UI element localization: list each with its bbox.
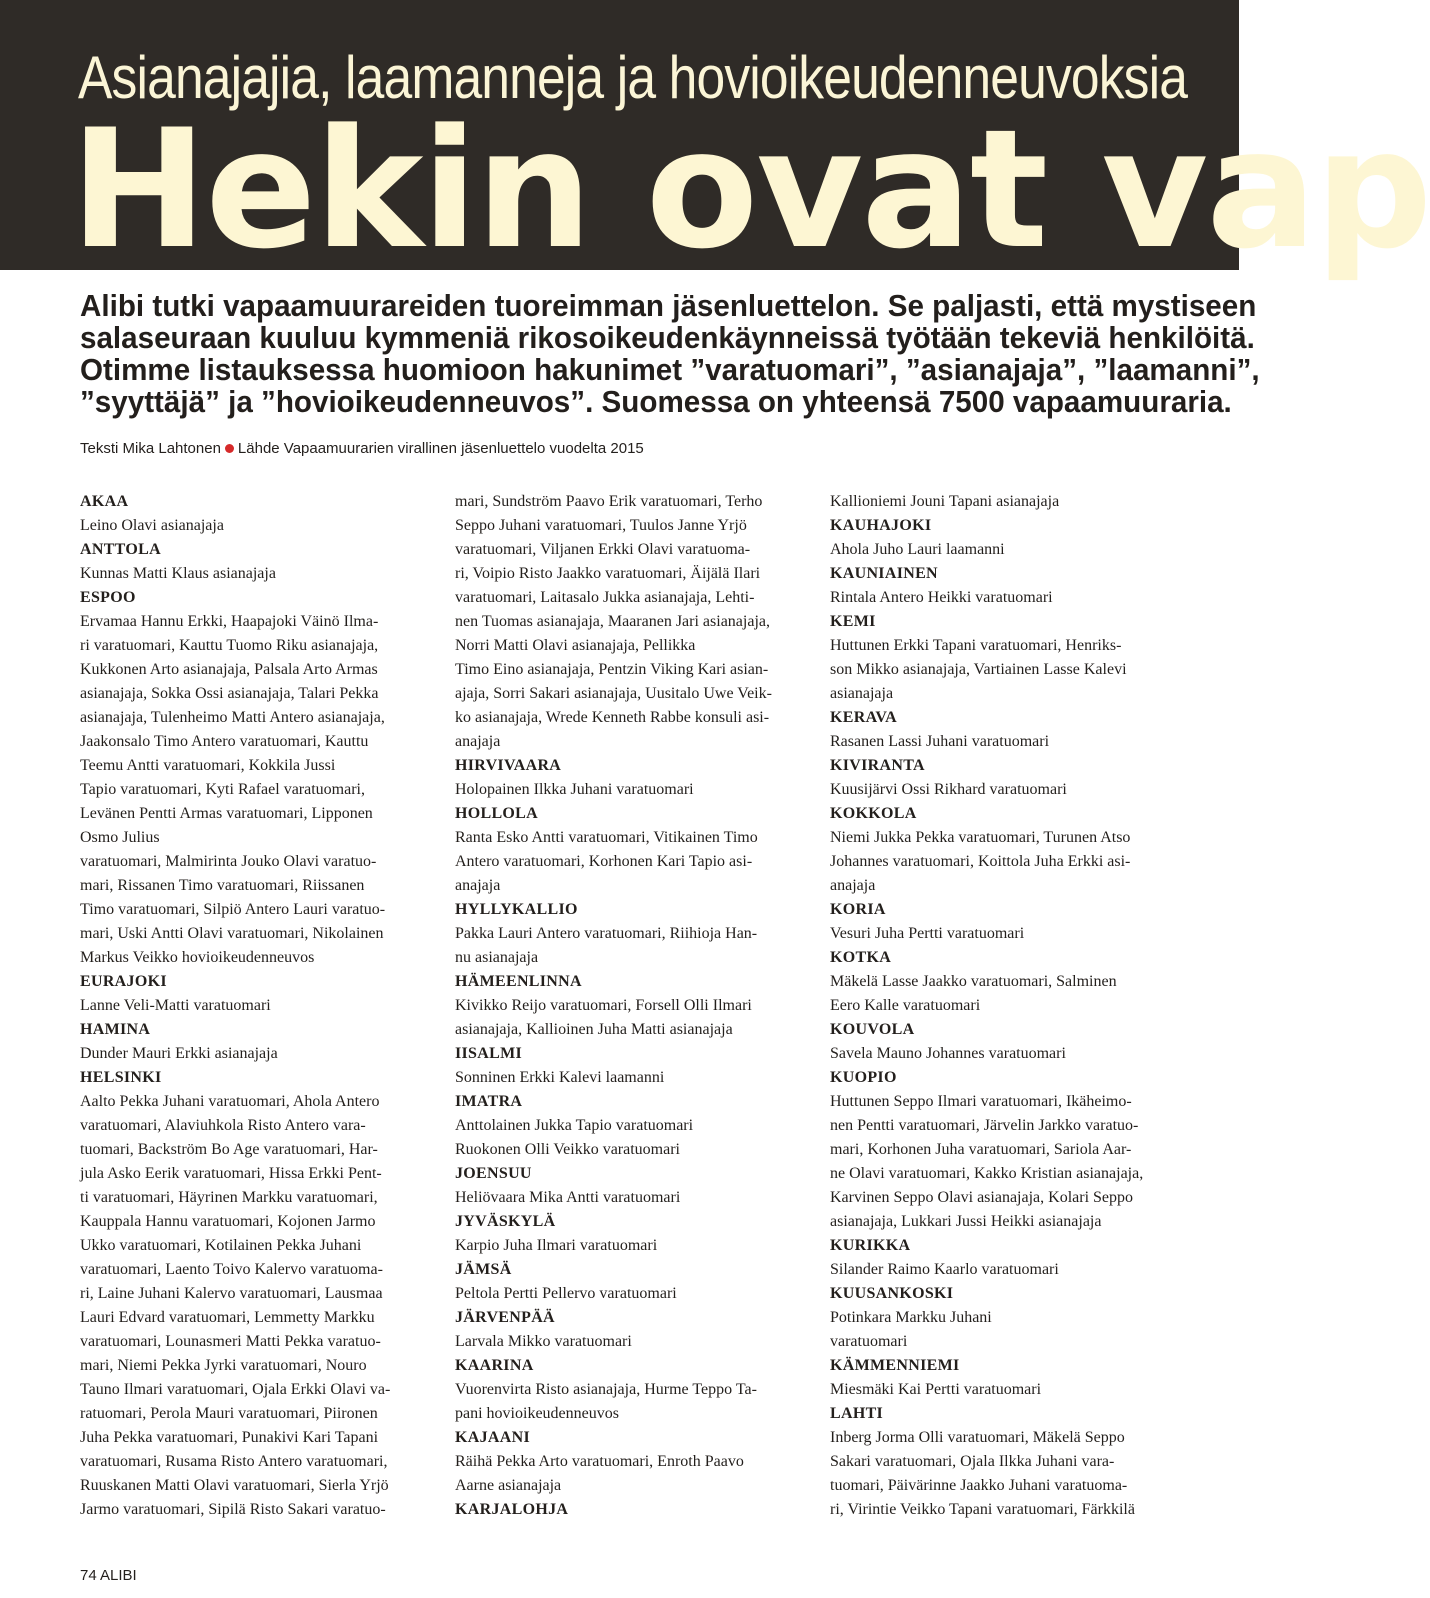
member-line: Peltola Pertti Pellervo varatuomari bbox=[455, 1285, 677, 1302]
member-line: Lauri Edvard varatuomari, Lemmetty Markku bbox=[80, 1309, 375, 1326]
member-line: Tapio varatuomari, Kyti Rafael varatuomari, bbox=[80, 781, 365, 798]
member-line: Kauppala Hannu varatuomari, Kojonen Jarmo bbox=[80, 1213, 376, 1230]
member-line: ratuomari, Perola Mauri varatuomari, Piironen bbox=[80, 1405, 378, 1422]
member-line: varatuomari, Rusama Risto Antero varatuomari, bbox=[80, 1453, 388, 1470]
member-line: Heliövaara Mika Antti varatuomari bbox=[455, 1189, 681, 1206]
city-heading: KÄMMENNIEMI bbox=[830, 1357, 960, 1374]
member-line: Dunder Mauri Erkki asianajaja bbox=[80, 1045, 278, 1062]
member-line: Ranta Esko Antti varatuomari, Vitikainen Timo bbox=[455, 829, 758, 846]
member-line: Leino Olavi asianajaja bbox=[80, 517, 224, 534]
member-line: Karpio Juha Ilmari varatuomari bbox=[455, 1237, 658, 1254]
member-line: varatuomari, Laitasalo Jukka asianajaja, Lehti- bbox=[455, 589, 755, 606]
member-line: varatuomari, Alaviuhkola Risto Antero vara- bbox=[80, 1117, 366, 1134]
city-heading: JOENSUU bbox=[455, 1165, 532, 1182]
member-line: ne Olavi varatuomari, Kakko Kristian asianajaja, bbox=[830, 1165, 1144, 1182]
member-line: asianajaja, Kallioinen Juha Matti asianajaja bbox=[455, 1021, 733, 1038]
city-heading: IMATRA bbox=[455, 1093, 523, 1110]
member-line: Pakka Lauri Antero varatuomari, Riihioja Han- bbox=[455, 925, 758, 942]
member-line: Rasanen Lassi Juhani varatuomari bbox=[830, 733, 1050, 750]
member-line: Sonninen Erkki Kalevi laamanni bbox=[455, 1069, 665, 1086]
member-line: Osmo Julius bbox=[80, 829, 160, 846]
member-line: Eero Kalle varatuomari bbox=[830, 997, 981, 1014]
member-line: Ukko varatuomari, Kotilainen Pekka Juhani bbox=[80, 1237, 362, 1254]
member-line: ri, Laine Juhani Kalervo varatuomari, Lausmaa bbox=[80, 1285, 383, 1302]
member-line: varatuomari, Malmirinta Jouko Olavi varatuo- bbox=[80, 853, 377, 870]
member-line: varatuomari bbox=[830, 1333, 908, 1350]
member-line: mari, Korhonen Juha varatuomari, Sariola Aar- bbox=[830, 1141, 1132, 1158]
page-folio: 74 ALIBI bbox=[80, 1567, 137, 1584]
city-heading: HAMINA bbox=[80, 1021, 151, 1038]
city-heading: JYVÄSKYLÄ bbox=[455, 1213, 556, 1230]
member-line: tuomari, Päivärinne Jaakko Juhani varatuoma- bbox=[830, 1477, 1128, 1494]
byline-source: Lähde Vapaamuurarien virallinen jäsenluettelo vuodelta 2015 bbox=[237, 440, 644, 457]
member-line: varatuomari, Viljanen Erkki Olavi varatuoma- bbox=[455, 541, 751, 558]
member-line: Ruokonen Olli Veikko varatuomari bbox=[455, 1141, 680, 1158]
member-line: Anttolainen Jukka Tapio varatuomari bbox=[455, 1117, 694, 1134]
city-heading: EURAJOKI bbox=[80, 973, 167, 990]
member-line: Sakari varatuomari, Ojala Ilkka Juhani vara- bbox=[830, 1453, 1115, 1470]
member-line: jula Asko Eerik varatuomari, Hissa Erkki Pent- bbox=[80, 1165, 382, 1182]
city-heading: HYLLYKALLIO bbox=[455, 901, 578, 918]
member-line: Ruuskanen Matti Olavi varatuomari, Sierla Yrjö bbox=[80, 1477, 389, 1494]
member-line: asianajaja, Lukkari Jussi Heikki asianajaja bbox=[830, 1213, 1102, 1230]
member-line: Tauno Ilmari varatuomari, Ojala Erkki Olavi va- bbox=[80, 1381, 391, 1398]
member-line: mari, Sundström Paavo Erik varatuomari, Terho bbox=[455, 493, 763, 510]
member-line: Vuorenvirta Risto asianajaja, Hurme Teppo Ta- bbox=[455, 1381, 757, 1398]
member-line: son Mikko asianajaja, Vartiainen Lasse Kalevi bbox=[830, 661, 1127, 678]
member-line: Mäkelä Lasse Jaakko varatuomari, Salminen bbox=[830, 973, 1117, 990]
lead-paragraph bbox=[80, 288, 1260, 419]
member-line: mari, Niemi Pekka Jyrki varatuomari, Nouro bbox=[80, 1357, 367, 1374]
member-line: Rintala Antero Heikki varatuomari bbox=[830, 589, 1053, 606]
column-2 bbox=[455, 490, 802, 1522]
member-line: Aarne asianajaja bbox=[455, 1477, 562, 1494]
member-line: Levänen Pentti Armas varatuomari, Lipponen bbox=[80, 805, 373, 822]
member-line: Jarmo varatuomari, Sipilä Risto Sakari varatuo- bbox=[80, 1501, 386, 1518]
member-line: Kivikko Reijo varatuomari, Forsell Olli Ilmari bbox=[455, 997, 752, 1014]
member-line: ti varatuomari, Häyrinen Markku varatuomari, bbox=[80, 1189, 378, 1206]
member-line: varatuomari, Laento Toivo Kalervo varatuoma- bbox=[80, 1261, 383, 1278]
byline-author: Teksti Mika Lahtonen bbox=[80, 440, 221, 457]
city-heading: KURIKKA bbox=[830, 1237, 911, 1254]
lead-line: ”syyttäjä” ja ”hovioikeudenneuvos”. Suomessa on yhteensä 7500 vapaamuuraria. bbox=[80, 384, 1232, 419]
headline: Hekin ovat vap bbox=[70, 94, 1430, 285]
city-heading: LAHTI bbox=[830, 1405, 884, 1422]
member-line: Juha Pekka varatuomari, Punakivi Kari Tapani bbox=[80, 1429, 379, 1446]
member-line: asianajaja, Tulenheimo Matti Antero asianajaja, bbox=[80, 709, 385, 726]
member-line: nen Pentti varatuomari, Järvelin Jarkko varatuo- bbox=[830, 1117, 1139, 1134]
member-line: nu asianajaja bbox=[455, 949, 539, 966]
member-line: asianajaja bbox=[830, 685, 894, 702]
member-line: Ahola Juho Lauri laamanni bbox=[830, 541, 1005, 558]
member-line: Antero varatuomari, Korhonen Kari Tapio asi- bbox=[455, 853, 753, 870]
city-heading: HÄMEENLINNA bbox=[455, 973, 582, 990]
member-line: Potinkara Markku Juhani bbox=[830, 1309, 992, 1326]
city-heading: HIRVIVAARA bbox=[455, 757, 562, 774]
member-line: Huttunen Erkki Tapani varatuomari, Henriks- bbox=[830, 637, 1122, 654]
member-line: nen Tuomas asianajaja, Maaranen Jari asianajaja, bbox=[455, 613, 770, 630]
member-line: Norri Matti Olavi asianajaja, Pellikka bbox=[455, 637, 696, 654]
member-line: Kuusijärvi Ossi Rikhard varatuomari bbox=[830, 781, 1067, 798]
city-heading: HELSINKI bbox=[80, 1069, 162, 1086]
member-line: anajaja bbox=[455, 877, 501, 894]
member-line: Räihä Pekka Arto varatuomari, Enroth Paavo bbox=[455, 1453, 744, 1470]
member-line: Kunnas Matti Klaus asianajaja bbox=[80, 565, 276, 582]
member-line: Holopainen Ilkka Juhani varatuomari bbox=[455, 781, 694, 798]
member-line: Niemi Jukka Pekka varatuomari, Turunen Atso bbox=[830, 829, 1131, 846]
member-line: Timo Eino asianajaja, Pentzin Viking Kari asian- bbox=[455, 661, 769, 678]
member-line: ko asianajaja, Wrede Kenneth Rabbe konsuli asi- bbox=[455, 709, 770, 726]
bullet-dot-icon bbox=[225, 444, 234, 453]
column-3 bbox=[830, 490, 1177, 1522]
member-line: Inberg Jorma Olli varatuomari, Mäkelä Seppo bbox=[830, 1429, 1125, 1446]
member-line: Silander Raimo Kaarlo varatuomari bbox=[830, 1261, 1059, 1278]
member-line: Larvala Mikko varatuomari bbox=[455, 1333, 632, 1350]
city-heading: KEMI bbox=[830, 613, 876, 630]
member-line: anajaja bbox=[830, 877, 876, 894]
member-line: Karvinen Seppo Olavi asianajaja, Kolari Seppo bbox=[830, 1189, 1134, 1206]
city-heading: KAJAANI bbox=[455, 1429, 530, 1446]
city-heading: KIVIRANTA bbox=[830, 757, 925, 774]
city-heading: JÄRVENPÄÄ bbox=[455, 1309, 555, 1326]
city-heading: KOTKA bbox=[830, 949, 892, 966]
city-heading: KUUSANKOSKI bbox=[830, 1285, 954, 1302]
lead-line: Otimme listauksessa huomioon hakunimet ”varatuomari”, ”asianajaja”, ”laamanni”, bbox=[80, 352, 1260, 387]
city-heading: KAUNIAINEN bbox=[830, 565, 938, 582]
city-heading: KUOPIO bbox=[830, 1069, 897, 1086]
member-line: pani hovioikeudenneuvos bbox=[455, 1405, 619, 1422]
member-line: mari, Rissanen Timo varatuomari, Riissanen bbox=[80, 877, 365, 894]
city-heading: KAUHAJOKI bbox=[830, 517, 932, 534]
member-line: ajaja, Sorri Sakari asianajaja, Uusitalo Uwe Veik- bbox=[455, 685, 772, 702]
member-line: Ervamaa Hannu Erkki, Haapajoki Väinö Ilma- bbox=[80, 613, 379, 630]
member-line: Huttunen Seppo Ilmari varatuomari, Ikäheimo- bbox=[830, 1093, 1132, 1110]
member-line: ri varatuomari, Kauttu Tuomo Riku asianajaja, bbox=[80, 637, 379, 654]
city-heading: ESPOO bbox=[80, 589, 136, 606]
city-heading: AKAA bbox=[80, 493, 129, 510]
member-line: Markus Veikko hovioikeudenneuvos bbox=[80, 949, 315, 966]
member-line: Lanne Veli-Matti varatuomari bbox=[80, 997, 271, 1014]
city-heading: KORIA bbox=[830, 901, 886, 918]
member-line: Kukkonen Arto asianajaja, Palsala Arto Armas bbox=[80, 661, 378, 678]
member-line: Savela Mauno Johannes varatuomari bbox=[830, 1045, 1066, 1062]
city-heading: JÄMSÄ bbox=[455, 1261, 512, 1278]
header-band bbox=[0, 0, 1430, 285]
city-heading: KOUVOLA bbox=[830, 1021, 915, 1038]
member-line: Vesuri Juha Pertti varatuomari bbox=[830, 925, 1025, 942]
city-heading: HOLLOLA bbox=[455, 805, 539, 822]
member-line: Miesmäki Kai Pertti varatuomari bbox=[830, 1381, 1042, 1398]
member-line: Johannes varatuomari, Koittola Juha Erkki asi- bbox=[830, 853, 1131, 870]
member-line: varatuomari, Lounasmeri Matti Pekka varatuo- bbox=[80, 1333, 381, 1350]
member-line: tuomari, Backström Bo Age varatuomari, Har- bbox=[80, 1141, 378, 1158]
city-heading: KERAVA bbox=[830, 709, 898, 726]
member-line: ri, Virintie Veikko Tapani varatuomari, Färkkilä bbox=[830, 1501, 1135, 1518]
member-line: Timo varatuomari, Silpiö Antero Lauri varatuo- bbox=[80, 901, 386, 918]
member-line: Seppo Juhani varatuomari, Tuulos Janne Yrjö bbox=[455, 517, 747, 534]
member-line: Kallioniemi Jouni Tapani asianajaja bbox=[830, 493, 1060, 510]
member-line: asianajaja, Sokka Ossi asianajaja, Talari Pekka bbox=[80, 685, 379, 702]
member-line: Aalto Pekka Juhani varatuomari, Ahola Antero bbox=[80, 1093, 380, 1110]
column-1 bbox=[80, 490, 427, 1522]
lead-line: Alibi tutki vapaamuurareiden tuoreimman jäsenluettelon. Se paljasti, että mystiseen bbox=[80, 288, 1257, 323]
city-heading: KARJALOHJA bbox=[455, 1501, 569, 1518]
city-heading: IISALMI bbox=[455, 1045, 523, 1062]
city-heading: ANTTOLA bbox=[80, 541, 161, 558]
member-line: ri, Voipio Risto Jaakko varatuomari, Äijälä Ilari bbox=[455, 565, 761, 582]
byline bbox=[80, 440, 644, 457]
lead-line: salaseuraan kuuluu kymmeniä rikosoikeudenkäynneissä työtään tekeviä henkilöitä. bbox=[80, 320, 1255, 355]
member-line: mari, Uski Antti Olavi varatuomari, Nikolainen bbox=[80, 925, 384, 942]
member-line: Jaakonsalo Timo Antero varatuomari, Kauttu bbox=[80, 733, 369, 750]
city-heading: KAARINA bbox=[455, 1357, 534, 1374]
member-line: Teemu Antti varatuomari, Kokkila Jussi bbox=[80, 757, 336, 774]
city-heading: KOKKOLA bbox=[830, 805, 917, 822]
member-line: anajaja bbox=[455, 733, 501, 750]
kicker: Asianajajia, laamanneja ja hovioikeudenneuvoksia bbox=[78, 44, 1188, 111]
